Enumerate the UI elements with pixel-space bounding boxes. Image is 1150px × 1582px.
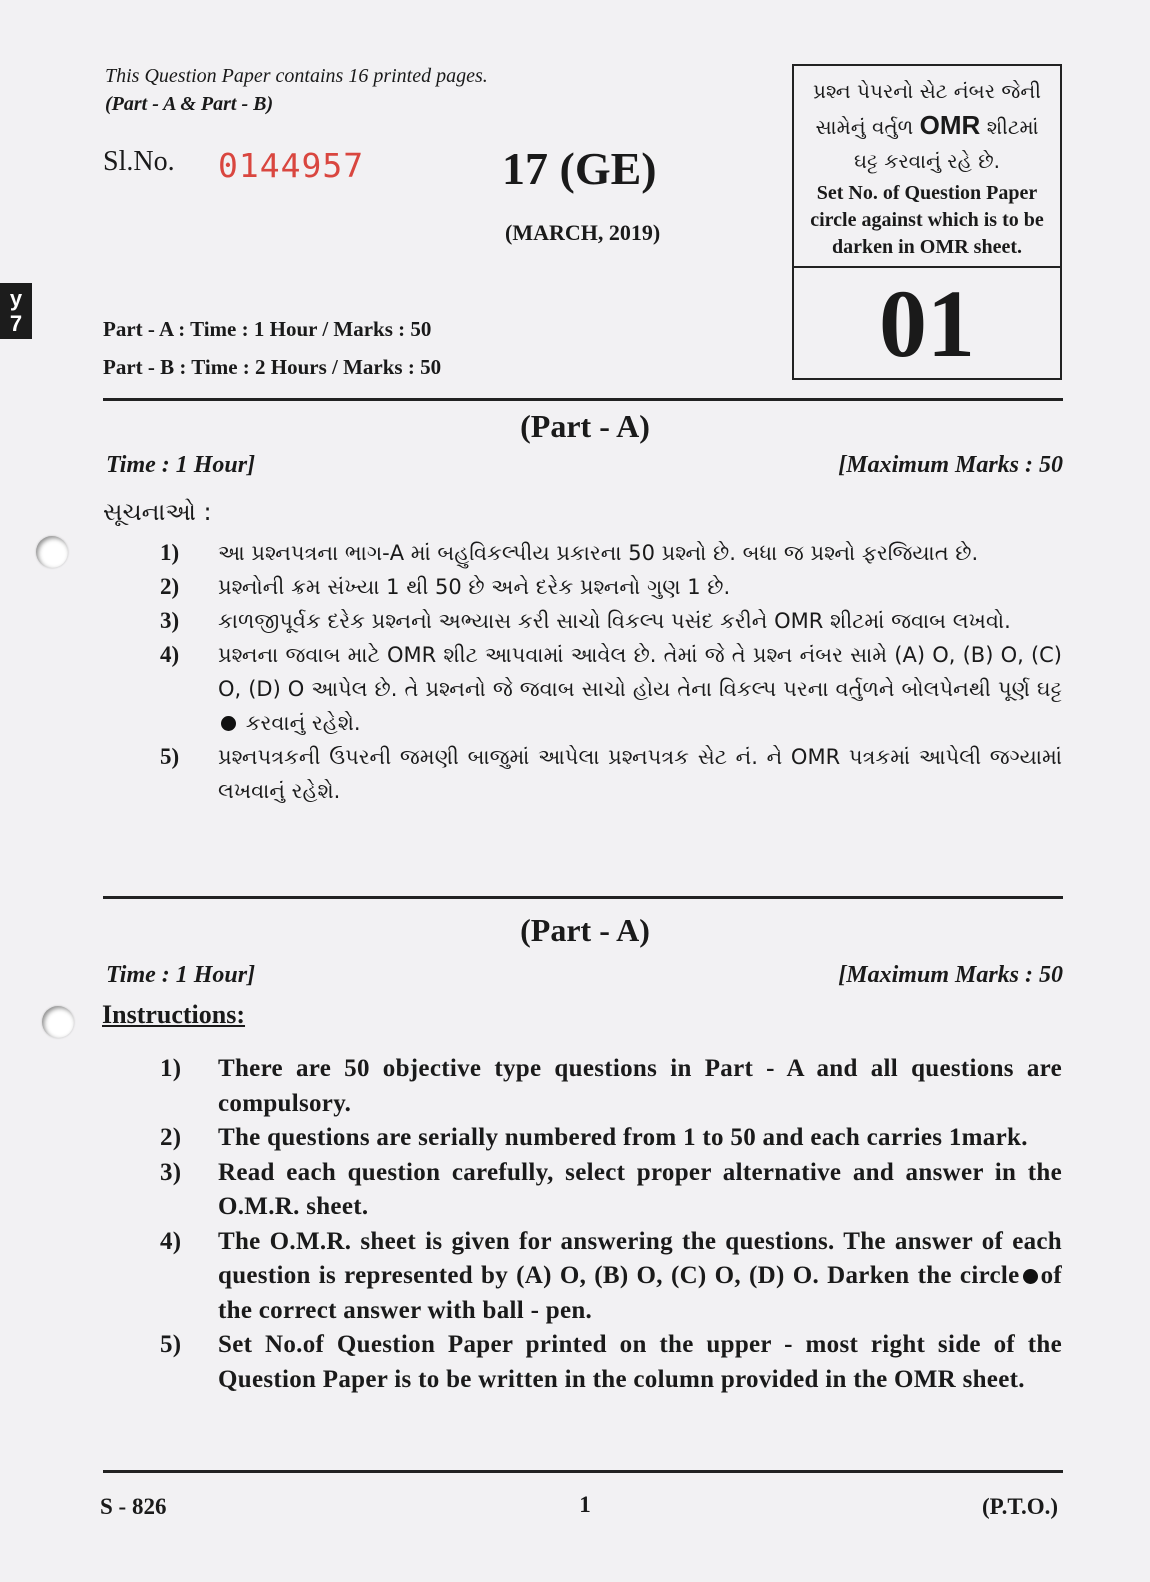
item-text: કાળજીપૂર્વક દરેક પ્રશ્નનો અભ્યાસ કરી સાચો વિકલ્પ પસંદ કરીને OMR શીટમાં જવાબ લખવો. xyxy=(218,609,1011,633)
item-text: Read each question carefully, select proper alternative and answer in the O.M.R. sheet. xyxy=(218,1158,1062,1220)
part-a-time: Part - A : Time : 1 Hour / Marks : 50 xyxy=(103,317,432,341)
item-text-part-a: પ્રશ્નના જવાબ માટે OMR શીટ આપવામાં આવેલ છે. તેમાં જે તે પ્રશ્ન નંબર સામે (A) O, (B) O, (C) O, (D) O આપેલ છે. તે પ્રશ્નનો જે જવાબ સાચો હોય તેના વિકલ્પ પરના વર્તુળને બોલપેનથી પૂર્ણ ઘટ્ટ xyxy=(218,643,1062,701)
set-box-english xyxy=(794,180,1060,261)
paper-code: S - 826 xyxy=(100,1494,167,1519)
item-text: પ્રશ્નોની ક્રમ સંખ્યા 1 થી 50 છે અને દરેક પ્રશ્નનો ગુણ 1 છે. xyxy=(218,575,731,599)
item-text xyxy=(218,638,1062,740)
side-tab-digit: 7 xyxy=(9,311,23,336)
footer-rule xyxy=(103,1470,1063,1473)
item-text-part-a: The O.M.R. sheet is given for answering the questions. The answer of each question is represented by (A) O, (B) O, (C) O, (D) O. Darken the circle xyxy=(218,1227,1062,1289)
set-box-gu-line3: ઘટ્ટ કરવાનું રહે છે. xyxy=(853,149,1001,173)
item-text-part-b: of the correct answer with ball - pen. xyxy=(218,1262,1062,1324)
gujarati-instructions-heading: સૂચનાઓ : xyxy=(103,498,212,526)
punch-hole-upper xyxy=(36,536,68,568)
filled-circle-icon xyxy=(1023,1269,1038,1284)
item-number: 2) xyxy=(160,1124,182,1151)
header-rule xyxy=(103,398,1063,401)
header-notes xyxy=(105,62,488,118)
item-text: The questions are serially numbered from 1 to 50 and each carries 1mark. xyxy=(218,1124,1028,1151)
set-number-box xyxy=(792,64,1062,380)
item-number: 2) xyxy=(160,574,180,599)
set-box-en-line1: Set No. of Question Paper xyxy=(816,182,1038,204)
set-box-gu-line2 xyxy=(794,108,1060,144)
set-box-gujarati xyxy=(794,66,1060,178)
item-text-part-b: કરવાનું રહેશે. xyxy=(245,711,361,735)
set-box-en-line2: circle against which is to be xyxy=(810,209,1044,231)
set-box-gu-line2-pre: સામેનું વર્તુળ xyxy=(815,115,914,139)
part-timings xyxy=(103,310,441,386)
item-number: 3) xyxy=(160,608,180,633)
english-part-title: (Part - A) xyxy=(520,912,650,948)
list-item xyxy=(150,740,1062,808)
item-text xyxy=(218,1225,1062,1329)
gujarati-part-title: (Part - A) xyxy=(520,408,650,444)
side-index-tab xyxy=(0,283,32,339)
english-instructions-heading: Instructions: xyxy=(102,1000,246,1029)
part-b-time: Part - B : Time : 2 Hours / Marks : 50 xyxy=(103,355,442,379)
set-box-omr: OMR xyxy=(919,110,981,140)
gujarati-max-marks: [Maximum Marks : 50 xyxy=(838,452,1063,478)
item-number: 3) xyxy=(160,1158,182,1186)
item-number: 5) xyxy=(160,744,180,769)
gujarati-time: Time : 1 Hour] xyxy=(106,452,256,478)
item-text: પ્રશ્નપત્રકની ઉપરની જમણી બાજુમાં આપેલા પ્રશ્નપત્રક સેટ નં. ને OMR પત્રકમાં આપેલી જગ્યામાં લખવાનું રહેશે. xyxy=(218,745,1062,803)
item-number: 5) xyxy=(160,1331,182,1358)
set-box-en-line3: darken in OMR sheet. xyxy=(832,236,1022,258)
set-number: 01 xyxy=(879,270,975,377)
english-max-marks: [Maximum Marks : 50 xyxy=(838,962,1063,988)
english-instructions-list xyxy=(150,1052,1062,1397)
item-number: 1) xyxy=(160,1055,182,1082)
list-item xyxy=(150,536,1062,570)
item-number: 1) xyxy=(160,540,180,565)
list-item xyxy=(150,1328,1062,1397)
item-text: There are 50 objective type questions in Part - A and all questions are compulsory. xyxy=(218,1055,1062,1117)
parts-note: (Part - A & Part - B) xyxy=(105,93,274,115)
subject-code: 17 (GE) xyxy=(502,143,657,194)
item-number: 4) xyxy=(160,642,180,667)
item-text: આ પ્રશ્નપત્રના ભાગ-A માં બહુવિકલ્પીય પ્રકારના 50 પ્રશ્નો છે. બધા જ પ્રશ્નો ફરજિયાત છે. xyxy=(218,541,979,565)
list-item xyxy=(150,1121,1062,1156)
pages-note: This Question Paper contains 16 printed pages. xyxy=(105,65,488,87)
pto-label: (P.T.O.) xyxy=(981,1494,1058,1519)
exam-date: (MARCH, 2019) xyxy=(505,220,661,245)
list-item xyxy=(150,638,1062,740)
punch-hole-lower xyxy=(42,1006,74,1038)
set-box-gu-line2-post: શીટમાં xyxy=(986,115,1039,139)
serial-number: 0144957 xyxy=(218,146,365,185)
english-time: Time : 1 Hour] xyxy=(106,962,256,988)
side-tab-letter: y xyxy=(9,286,23,311)
serial-label: Sl.No. xyxy=(103,146,175,177)
list-item xyxy=(150,1225,1062,1329)
list-item xyxy=(150,1156,1062,1225)
list-item xyxy=(150,1052,1062,1121)
gujarati-instructions-list xyxy=(150,536,1062,808)
filled-circle-icon xyxy=(221,716,236,731)
item-text: Set No.of Question Paper printed on the upper - most right side of the Question Paper is to be written in the column provided in the OMR sheet. xyxy=(218,1331,1062,1393)
list-item xyxy=(150,570,1062,604)
section-rule xyxy=(103,896,1063,899)
page-number: 1 xyxy=(579,1492,591,1517)
set-box-gu-line1: પ્રશ્ન પેપરનો સેટ નંબર જેની xyxy=(813,79,1041,103)
item-number: 4) xyxy=(160,1227,182,1255)
list-item xyxy=(150,604,1062,638)
